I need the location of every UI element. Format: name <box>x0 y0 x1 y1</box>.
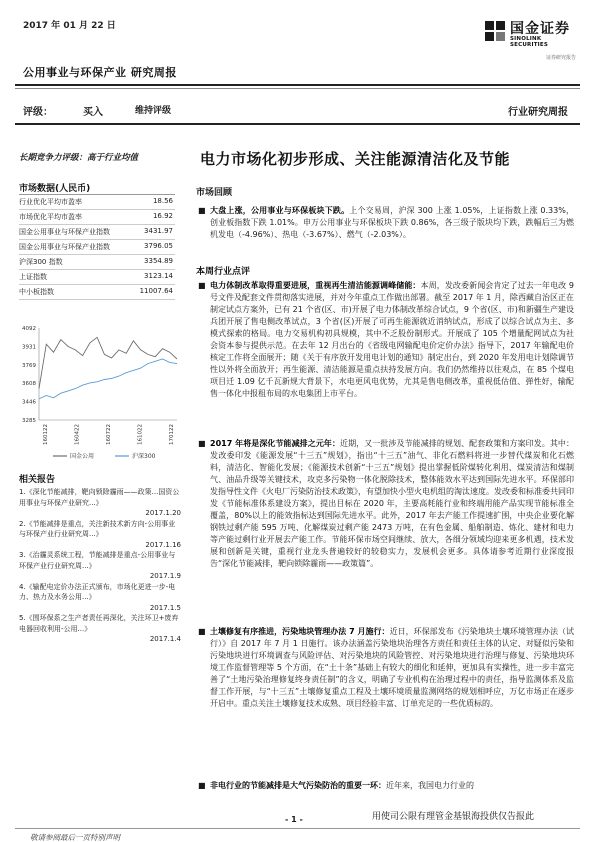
index-line-chart <box>15 320 185 465</box>
related-report-item[interactable] <box>19 519 181 551</box>
bullet-icon: ■ <box>198 206 206 215</box>
bullet-icon: ■ <box>198 781 206 790</box>
row-value: 11007.64 <box>139 287 173 295</box>
row-label: 中小板指数 <box>19 288 54 296</box>
report-title: 电力市场化初步形成、关注能源清洁化及节能 <box>200 150 511 168</box>
related-report-date: 2017.1.9 <box>149 572 181 580</box>
y-tick-label: 3608 <box>22 381 36 388</box>
series-line-0 <box>39 337 177 388</box>
related-report-text: 4.《输配电定价办法正式颁布，市场化更进一步-电力、热力及水务公用...》 <box>19 582 176 601</box>
related-report-date: 2017.1.5 <box>149 603 181 612</box>
related-report-item[interactable] <box>19 550 181 582</box>
paragraph-soil-remediation <box>196 626 574 710</box>
market-data-title: 市场数据(人民币) <box>19 184 91 194</box>
logo-subtitle: 证券研究报告 <box>545 55 576 61</box>
row-label: 行业优化平均市盈率 <box>19 198 82 206</box>
row-value: 3796.05 <box>144 242 173 250</box>
paragraph-body: 近年来，我国电力行业的 <box>386 781 474 790</box>
market-data-table <box>19 194 175 300</box>
related-report-date: 2017.1.4 <box>149 635 181 643</box>
related-report-item[interactable] <box>19 487 181 519</box>
section-market-review: 市场回顾 <box>196 188 233 198</box>
row-label: 沪深300 指数 <box>19 258 63 266</box>
report-type: 行业研究周报 <box>508 107 568 118</box>
paragraph-lead: 非电行业的节能减排是大气污染防治的重要一环： <box>210 781 386 790</box>
long-term-rating: 长期竞争力评级：高于行业均值 <box>19 153 139 163</box>
row-label: 上证指数 <box>19 273 47 281</box>
related-report-text: 5.《围环保系之生产者责任再深化，关注环卫+废弃电器回收利用-公用...》 <box>19 614 179 633</box>
logo-mark-icon <box>484 20 506 42</box>
row-label: 市场优化平均市盈率 <box>19 213 82 221</box>
company-logo <box>484 14 580 62</box>
row-label: 国金公用事业与环保产业指数 <box>19 228 110 236</box>
footer-divider <box>15 828 580 829</box>
paragraph-body: 本周，发改委新闻会肯定了过去一年电改 9 号文件及配套文件贯彻落实进展，并对今年重点工作做出部署。截至 2017 年 1 月，除西藏自治区正在制定试点方案外，已有 21 个省(区、市)开展了电力体制改革综合试点，9 个省(区、市)和新疆生产建设兵团开展了售电侧改革试点，3 个省(区)开展了可再生能源就近消纳试点，形成了以综合试点为主、多模式探索的格局。电力交易机构初具规模，其中不乏股份制形式。开展成了 105 个增量配网试点为社会资本参与提供示范。在去年 12 月出台的《省级电网输配电价定价办法》指导下，2017 年输配电价核定工作将全面展开；随《关于有序放开发用电计划的通知》制定出台，到 2020 年发用电计划除调节性以外将全面放开；再生能源、清洁能源是重点扶持发展方向。我们仍然维持以往观点，在 85 个煤电项目迁 1.09 亿千瓦新规大背景下，水电更风电优势，尤其是售电侧改革，重视低估值、弹性好，输配售一体化中报租布局的水电集团上市平台。 <box>210 281 575 398</box>
header-divider <box>15 84 580 86</box>
x-tick-label: 161022 <box>137 424 144 445</box>
paragraph-body: 上个交易周，沪深 300 上涨 1.05%，上证指数上涨 0.33%，创业板指数下跌 1.01%。申万公用事业与环保板块下跌 0.86%，各三级子版块均下跌，跌幅后三为燃机发电（-4.96%）、热电（-3.67%）、燃气（-2.03%）。 <box>210 206 574 239</box>
y-tick-label: 3285 <box>22 418 36 424</box>
y-tick-label: 3446 <box>22 399 36 406</box>
paragraph-lead: 2017 年将是深化节能减排之元年： <box>210 439 341 448</box>
footer-disclaimer: 敬请参阅最后一页特别声明 <box>30 833 120 842</box>
related-report-date: 2017.1.20 <box>145 509 181 517</box>
paragraph-body: 近期，又一批涉及节能减排的规划、配套政策和方案印发。其中：发改委印发《能源发展“十三五”规划》，指出“十三五”油气、非化石燃料将进一步替代煤炭和化石燃料，清洁化、智能化发展；《能源技术创新“十三五”规划》提出掌握低阶煤转化利用、煤炭清洁和煤制气、油品升级等关键技术，攻克多污染物一体化脱除技术，整体能效水平达到国际先进水平。环保部印发指导性文件《火电厂污染防治技术政策》，有望加快小型火电机组的淘汰速度。发改委和标准委共同印发《节能标准体系建设方案》，提出目标在 2020 年，主要高耗能行业和终端用能产品实现节能标准全覆盖，80%以上的能效指标达到国际先进水平。此外，2017 年去产能工作提速扩围，中央企业要化解钢铁过剩产能 595 万吨、化解煤炭过剩产能 2473 万吨，在有色金属、船舶制造、炼化、建材和电力等产能过剩行业开展去产能工作。节能环保市场空间继续、放大，各细分领域均迎来更多机遇，技术发展和创新是关键，重视行业龙头普遍较好的较稳实力，发展机会更多。具体请参考近期行业深度报告“深化节能减排，靶向锁除霾雨——政策篇”。 <box>210 439 574 568</box>
x-tick-label: 160422 <box>74 424 81 445</box>
related-reports-title: 相关报告 <box>19 475 56 485</box>
series-line-1 <box>39 359 177 399</box>
related-report-text: 2.《节能减排是重点，关注新技术新方向-公用事业与环保产业行业研究周...》 <box>19 519 176 538</box>
table-row <box>19 240 175 255</box>
paragraph-power-reform <box>196 280 574 400</box>
table-row <box>19 225 175 240</box>
rating-label: 评级： <box>23 107 53 118</box>
bullet-icon: ■ <box>198 281 206 290</box>
section-industry-comment: 本周行业点评 <box>196 267 251 277</box>
industry-title: 公用事业与环保产业 研究周报 <box>23 66 177 79</box>
paragraph-body: 近日，环保部发布《污染地块土壤环境管理办法（试行）》自 2017 年 7 月 1 日施行。该办法涵盖污染地块治理各方责任和责任主体的认定、对疑似污染和污染地块进行环境调查与风险评估、对污染地块的风险管控、对污染地块进行治理与修复、污染地块环境工作监督管理等 5 个方面，在“土十条”基础上有较大的细化和延伸，更加具有实操性，进一步丰富完善了“土地污染治理修复终身责任制”的含义，明确了专业机构在治理过程中的责任，指导监测体系及监督工作开展，与“十三五”土壤修复重点工程及土壤环境质量监测网络的规划相呼应，万亿市场正在逐步开启中。重点关注土壤修复技术成熟、项目经验丰富、订单充足的一些优质标的。 <box>210 627 574 708</box>
related-report-text: 1.《深化节能减排，靶向锁除霾雨——政策...国资公用事业与环保产业研究...》 <box>19 488 180 507</box>
table-row <box>19 210 175 225</box>
table-row <box>19 255 175 270</box>
row-value: 3354.89 <box>144 257 173 265</box>
rating-maintain: 维持评级 <box>135 106 172 116</box>
legend-label: 国金公用 <box>70 453 95 460</box>
report-header <box>15 10 580 80</box>
bullet-icon: ■ <box>198 627 206 636</box>
table-row <box>19 285 175 300</box>
related-report-item[interactable] <box>19 613 181 645</box>
x-tick-label: 160122 <box>43 424 49 445</box>
footer-right-note: 用使司公限有理管金基银海投供仅告报此 <box>372 812 535 822</box>
bullet-icon: ■ <box>198 439 206 448</box>
paragraph-lead: 电力体制改革取得重要进展，重视再生清洁能源调峰储能： <box>210 281 421 290</box>
logo-name-cn: 国金证券 <box>510 21 570 37</box>
table-row <box>19 270 175 285</box>
page-number: - 1 - <box>285 815 303 824</box>
row-value: 3123.14 <box>144 272 173 280</box>
y-tick-label: 3931 <box>22 344 36 351</box>
x-tick-label: 160722 <box>106 424 112 445</box>
row-value: 18.56 <box>152 197 173 205</box>
paragraph-lead: 大盘上涨，公用事业与环保板块下跌。 <box>210 206 350 215</box>
x-tick-label: 170122 <box>169 424 175 445</box>
related-report-date: 2017.1.16 <box>145 540 181 549</box>
y-tick-label: 4092 <box>22 326 36 332</box>
table-row <box>19 195 175 210</box>
related-reports-list <box>19 487 181 645</box>
paragraph-market <box>196 205 574 241</box>
rating-divider <box>15 123 580 125</box>
rating-value: 买入 <box>83 107 103 118</box>
paragraph-non-power <box>196 780 574 792</box>
index-chart <box>15 320 185 465</box>
row-value: 16.92 <box>152 212 173 220</box>
row-label: 国金公用事业与环保产业指数 <box>19 243 110 251</box>
paragraph-energy-saving <box>196 438 574 570</box>
legend-label: 沪深300 <box>132 453 156 460</box>
related-report-text: 3.《治霾灵系统工程，节能减排是重点-公用事业与环保产业行业研究周...》 <box>19 551 176 570</box>
rating-bar <box>15 100 580 120</box>
y-tick-label: 3769 <box>22 362 36 369</box>
logo-name-en: SINOLINK SECURITIES <box>510 36 549 48</box>
row-value: 3431.97 <box>144 227 173 235</box>
report-date: 2017 年 01 月 22 日 <box>23 21 116 31</box>
header-divider-thin <box>15 88 580 89</box>
related-report-item[interactable] <box>19 582 181 614</box>
paragraph-lead: 土壤修复有序推进，污染地块管理办法 7 月施行： <box>210 627 390 636</box>
